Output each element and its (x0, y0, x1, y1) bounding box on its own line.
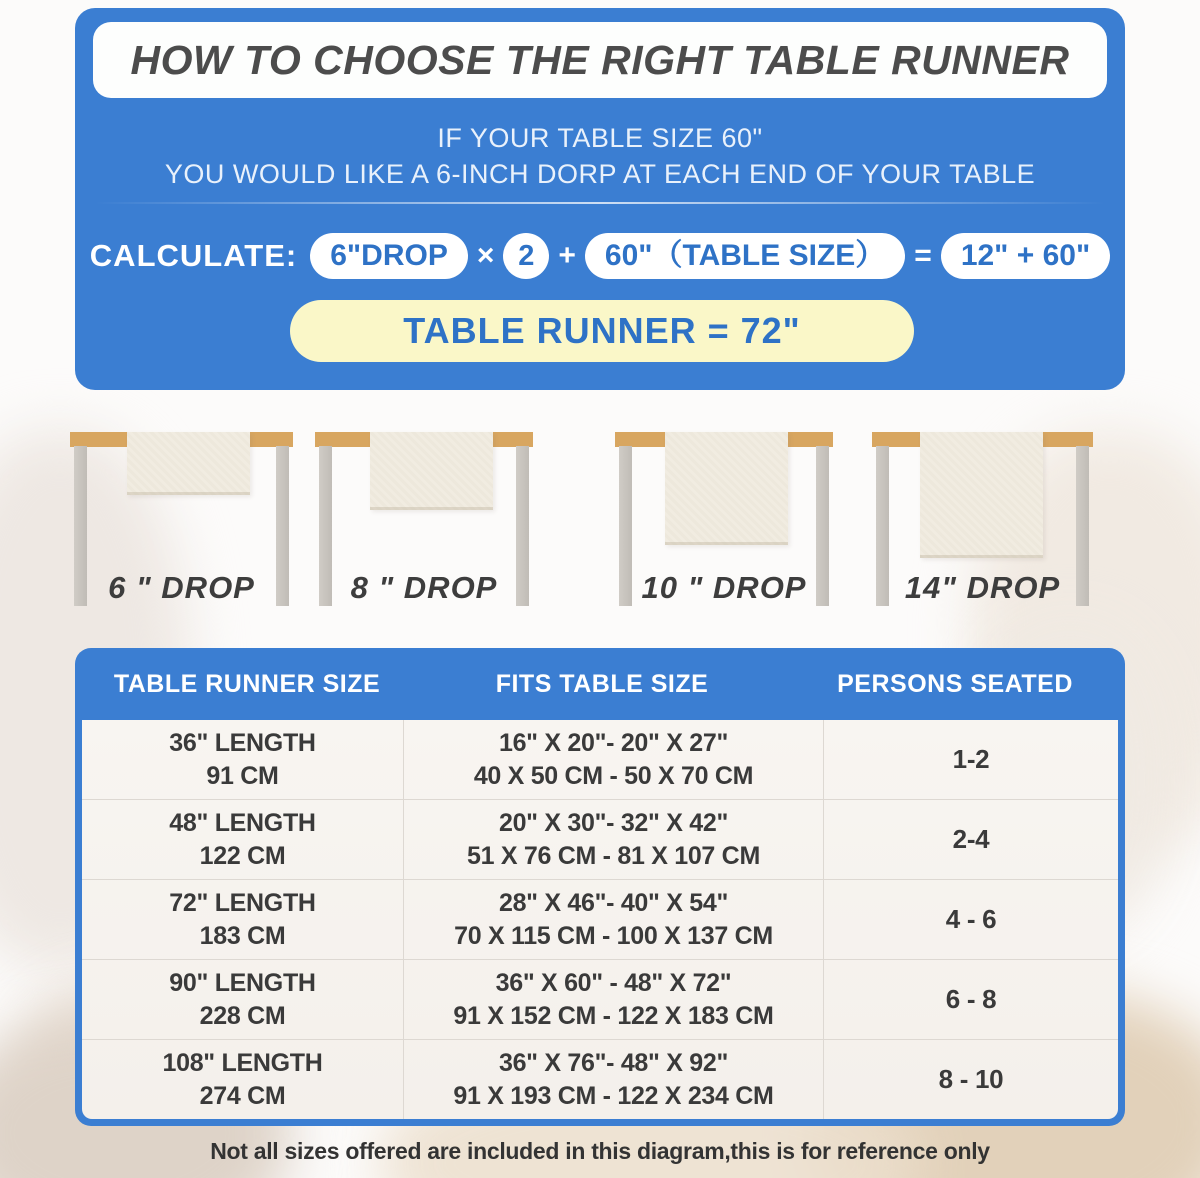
fits-table-inches: 28" X 46"- 40" X 54" (498, 888, 729, 917)
runner-size-inches: 48" LENGTH (169, 808, 316, 837)
table-size-pill: 60"（TABLE SIZE） (585, 233, 905, 279)
title-card (93, 22, 1107, 98)
runner-size-cell (82, 1040, 404, 1119)
column-header-persons: PERSONS SEATED (837, 669, 1073, 698)
persons-seated-cell: 8 - 10 (938, 1064, 1004, 1095)
runner-size-cm: 228 CM (199, 1001, 286, 1030)
times-operator: × (476, 239, 495, 272)
column-header-runner-size: TABLE RUNNER SIZE (113, 669, 381, 698)
size-chart-header (82, 648, 1118, 720)
persons-seated-cell: 6 - 8 (945, 984, 997, 1015)
runner-illustration (370, 432, 493, 510)
drop-example-14in (872, 432, 1093, 610)
top-instruction-panel (75, 8, 1125, 390)
runner-illustration (920, 432, 1043, 558)
drop-label: 8 " DROP (350, 570, 498, 605)
fits-table-cell (404, 720, 824, 799)
fits-table-cell (404, 800, 824, 879)
result-pill: TABLE RUNNER = 72" (290, 300, 914, 362)
drop-example-10in (615, 432, 833, 610)
table-row (82, 720, 1118, 799)
size-chart-panel (75, 648, 1125, 1126)
footnote: Not all sizes offered are included in this diagram,this is for reference only (210, 1138, 990, 1164)
drop-label: 14" DROP (904, 570, 1061, 605)
intro-line-2: YOU WOULD LIKE A 6-INCH DORP AT EACH END OF YOUR TABLE (164, 159, 1036, 189)
plus-operator: + (558, 239, 576, 272)
fits-table-inches: 16" X 20"- 20" X 27" (498, 728, 729, 757)
drop-pill: 6"DROP (310, 233, 468, 279)
drop-label: 10 " DROP (641, 570, 807, 605)
calculation-row (75, 233, 1125, 279)
runner-size-inches: 90" LENGTH (169, 968, 316, 997)
size-chart-body (82, 720, 1118, 1119)
fits-table-cm: 91 X 152 CM - 122 X 183 CM (453, 1001, 774, 1030)
fits-table-inches: 36" X 76"- 48" X 92" (498, 1048, 729, 1077)
drop-label: 6 " DROP (108, 570, 255, 605)
runner-size-inches: 108" LENGTH (162, 1048, 323, 1077)
intro-line-1: IF YOUR TABLE SIZE 60" (437, 123, 763, 153)
sum-pill: 12" + 60" (941, 233, 1110, 279)
runner-size-cell (82, 720, 404, 799)
divider-line (95, 202, 1105, 204)
fits-table-cell (404, 960, 824, 1039)
runner-size-inches: 72" LENGTH (169, 888, 316, 917)
table-row (82, 959, 1118, 1039)
equals-operator: = (914, 239, 932, 272)
runner-size-cm: 122 CM (199, 841, 286, 870)
fits-table-cm: 70 X 115 CM - 100 X 137 CM (454, 921, 773, 950)
drop-example-6in (70, 432, 293, 610)
fits-table-cell (404, 1040, 824, 1119)
fits-table-cm: 51 X 76 CM - 81 X 107 CM (467, 841, 760, 870)
fits-table-cm: 40 X 50 CM - 50 X 70 CM (473, 761, 754, 790)
runner-size-cell (82, 880, 404, 959)
calculate-label: CALCULATE: (89, 238, 298, 273)
table-row (82, 879, 1118, 959)
drop-example-8in (315, 432, 533, 610)
multiplier-badge: 2 (503, 233, 549, 279)
fits-table-cm: 91 X 193 CM - 122 X 234 CM (453, 1081, 774, 1110)
persons-seated-cell: 1-2 (952, 744, 990, 775)
runner-size-inches: 36" LENGTH (169, 728, 316, 757)
runner-size-cell (82, 800, 404, 879)
fits-table-cell (404, 880, 824, 959)
runner-size-cm: 183 CM (199, 921, 286, 950)
persons-seated-cell: 2-4 (952, 824, 990, 855)
fits-table-inches: 20" X 30"- 32" X 42" (498, 808, 729, 837)
runner-illustration (127, 432, 250, 495)
table-row (82, 1039, 1118, 1119)
table-row (82, 799, 1118, 879)
runner-size-cm: 274 CM (199, 1081, 286, 1110)
page-title: HOW TO CHOOSE THE RIGHT TABLE RUNNER (130, 36, 1070, 83)
persons-seated-cell: 4 - 6 (945, 904, 997, 935)
runner-illustration (665, 432, 788, 545)
fits-table-inches: 36" X 60" - 48" X 72" (495, 968, 732, 997)
runner-size-cm: 91 CM (206, 761, 279, 790)
runner-size-cell (82, 960, 404, 1039)
column-header-fits-table: FITS TABLE SIZE (495, 669, 709, 698)
